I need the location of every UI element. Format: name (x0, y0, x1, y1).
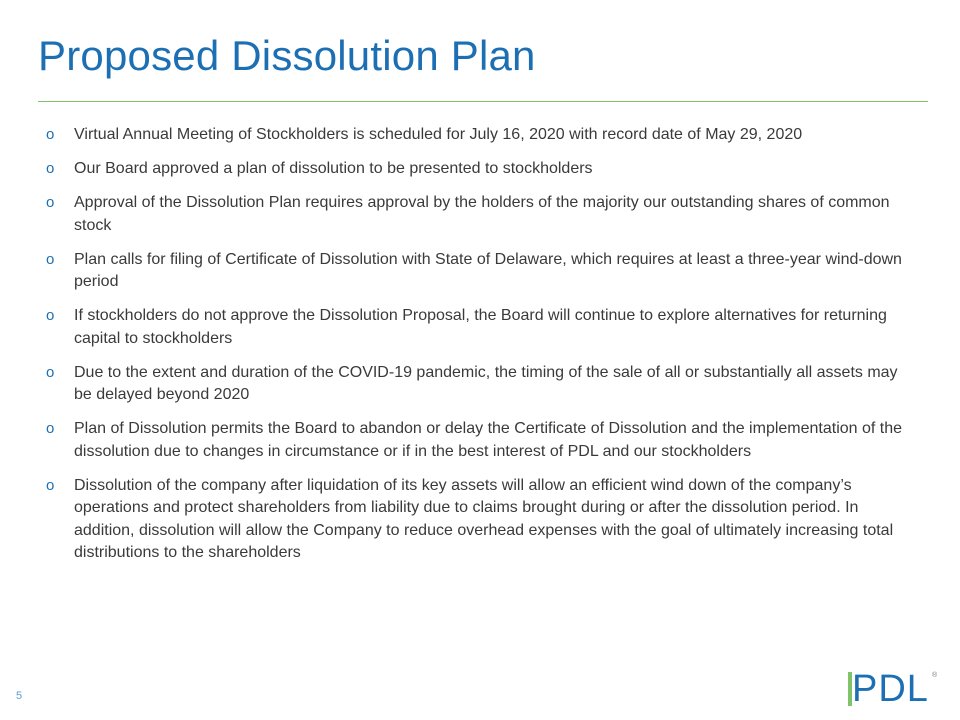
bullet-marker-icon: o (46, 250, 55, 268)
bullet-item (46, 249, 918, 294)
page-number: 5 (16, 690, 23, 702)
bullet-marker-icon: o (46, 126, 55, 143)
bullet-item (46, 192, 918, 237)
bullet-marker-icon: o (46, 363, 55, 381)
bullet-item (46, 305, 918, 350)
bullet-item (46, 475, 918, 565)
bullet-marker-icon: o (46, 420, 55, 437)
bullet-text: Plan calls for filing of Certificate of Dissolution with State of Delaware, which requires at least a three-year wind-down period (74, 250, 902, 290)
bullet-marker-icon: o (46, 307, 55, 324)
registered-mark-icon: ® (932, 672, 938, 679)
bullet-text: Our Board approved a plan of dissolution to be presented to stockholders (74, 160, 593, 177)
bullet-text: If stockholders do not approve the Dissolution Proposal, the Board will continue to explore alternatives for returning capital to stockholders (74, 307, 887, 347)
logo-text: PDL (852, 668, 929, 710)
title-divider (38, 101, 928, 102)
bullet-text: Virtual Annual Meeting of Stockholders is scheduled for July 16, 2020 with record date of May 29, 2020 (74, 126, 803, 143)
bullet-marker-icon: o (46, 476, 55, 494)
slide-title: Proposed Dissolution Plan (38, 32, 536, 79)
bullet-list (46, 124, 918, 576)
bullet-text: Due to the extent and duration of the COVID-19 pandemic, the timing of the sale of all or substantially all assets may be delayed beyond 2020 (74, 363, 898, 403)
bullet-marker-icon: o (46, 160, 55, 177)
bullet-text: Dissolution of the company after liquidation of its key assets will allow an efficient wind down of the company’s operations and protect shareholders from liability due to claims brought during or after the dissolution period. In addition, dissolution will allow the Company to reduce overhead expenses with the goal of ultimately increasing total distributions to the shareholders (74, 476, 894, 561)
bullet-item (46, 362, 918, 407)
bullet-item (46, 124, 918, 147)
bullet-text: Plan of Dissolution permits the Board to abandon or delay the Certificate of Dissolution and the implementation of the dissolution due to changes in circumstance or if in the best interest of PDL and our stockholders (74, 420, 903, 460)
bullet-marker-icon: o (46, 194, 55, 211)
bullet-text: Approval of the Dissolution Plan requires approval by the holders of the majority our outstanding shares of common stock (74, 194, 890, 234)
bullet-item (46, 158, 918, 181)
bullet-item (46, 418, 918, 463)
